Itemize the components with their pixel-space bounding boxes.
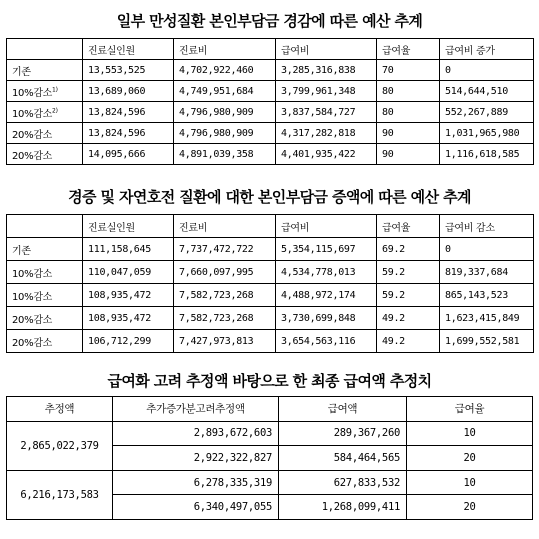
table-cell: 80: [377, 81, 440, 102]
table1-title: 일부 만성질환 본인부담금 경감에 따른 예산 추계: [116, 12, 423, 30]
table-row: [7, 330, 534, 353]
table-header-row: [7, 39, 534, 60]
table-cell: 5,354,115,697: [276, 238, 377, 261]
table-cell: 14,095,666: [83, 144, 174, 165]
row-label: 20%감소: [7, 330, 83, 353]
table-row: [7, 102, 534, 123]
table-cell: 1,116,618,585: [440, 144, 534, 165]
table-cell: 90: [377, 123, 440, 144]
table-cell: 20: [407, 446, 533, 471]
table-cell: 90: [377, 144, 440, 165]
header-cell: 급여율: [407, 397, 533, 422]
table3-title: 급여화 고려 추정액 바탕으로 한 최종 급여액 추정치: [107, 372, 432, 390]
row-label: 20%감소: [7, 144, 83, 165]
table-cell: 108,935,472: [83, 307, 174, 330]
header-cell: 급여비: [276, 215, 377, 238]
table-cell: 514,644,510: [440, 81, 534, 102]
table-cell: 20: [407, 495, 533, 520]
table-cell: 4,317,282,818: [276, 123, 377, 144]
table-cell: 59.2: [377, 284, 440, 307]
table-cell: 7,582,723,268: [174, 284, 276, 307]
header-cell: 급여율: [377, 39, 440, 60]
table-row: [7, 123, 534, 144]
table-cell: 4,401,935,422: [276, 144, 377, 165]
header-cell: 진료실인원: [83, 215, 174, 238]
header-cell: 급여비 증가: [440, 39, 534, 60]
table-cell: 0: [440, 60, 534, 81]
table-cell: 865,143,523: [440, 284, 534, 307]
header-cell: 급여율: [377, 215, 440, 238]
table-cell: 7,582,723,268: [174, 307, 276, 330]
table-cell: 1,623,415,849: [440, 307, 534, 330]
row-label: 기존: [7, 238, 83, 261]
header-cell: 진료비: [174, 39, 276, 60]
table-cell: 1,268,099,411: [279, 495, 407, 520]
estimate-cell: 2,865,022,379: [7, 421, 113, 470]
table-cell: 80: [377, 102, 440, 123]
table-row: [7, 144, 534, 165]
table-row: [7, 60, 534, 81]
row-label: 기존: [7, 60, 83, 81]
row-label: 20%감소: [7, 307, 83, 330]
table-cell: 10: [407, 421, 533, 446]
final-benefit-table: [6, 396, 533, 520]
table-cell: 2,893,672,603: [113, 421, 279, 446]
table-cell: 3,285,316,838: [276, 60, 377, 81]
table-cell: 584,464,565: [279, 446, 407, 471]
table-row: [7, 421, 533, 446]
table-cell: 627,833,532: [279, 470, 407, 495]
table-cell: 289,367,260: [279, 421, 407, 446]
table-cell: 819,337,684: [440, 261, 534, 284]
table-cell: 70: [377, 60, 440, 81]
table-cell: 4,702,922,460: [174, 60, 276, 81]
table-cell: 7,660,097,995: [174, 261, 276, 284]
table-cell: 1,699,552,581: [440, 330, 534, 353]
table-cell: 49.2: [377, 330, 440, 353]
table-cell: 6,278,335,319: [113, 470, 279, 495]
table-cell: 4,796,980,909: [174, 102, 276, 123]
header-cell: [7, 215, 83, 238]
table-cell: 69.2: [377, 238, 440, 261]
table-row: [7, 307, 534, 330]
table-row: [7, 284, 534, 307]
table-cell: 4,749,951,684: [174, 81, 276, 102]
header-cell: 급여액: [279, 397, 407, 422]
table-row: [7, 261, 534, 284]
table-row: [7, 238, 534, 261]
table-cell: 7,427,973,813: [174, 330, 276, 353]
table-cell: 3,837,584,727: [276, 102, 377, 123]
table-cell: 110,047,059: [83, 261, 174, 284]
table-cell: 59.2: [377, 261, 440, 284]
table-header-row: [7, 397, 533, 422]
table-cell: 108,935,472: [83, 284, 174, 307]
table-cell: 49.2: [377, 307, 440, 330]
table-header-row: [7, 215, 534, 238]
table-cell: 552,267,889: [440, 102, 534, 123]
table-cell: 3,654,563,116: [276, 330, 377, 353]
row-label: 10%감소$^{2)}$: [7, 102, 83, 123]
table-cell: 13,824,596: [83, 123, 174, 144]
table-cell: 3,799,961,348: [276, 81, 377, 102]
header-cell: 진료실인원: [83, 39, 174, 60]
header-cell: 추정액: [7, 397, 113, 422]
header-cell: 진료비: [174, 215, 276, 238]
table-cell: 7,737,472,722: [174, 238, 276, 261]
budget-table-mild: [6, 214, 534, 353]
table-cell: 10: [407, 470, 533, 495]
table-cell: 13,824,596: [83, 102, 174, 123]
header-cell: 급여비 감소: [440, 215, 534, 238]
table-cell: 2,922,322,827: [113, 446, 279, 471]
table-cell: 4,488,972,174: [276, 284, 377, 307]
row-label: 20%감소: [7, 123, 83, 144]
table-cell: 13,553,525: [83, 60, 174, 81]
table2-title: 경증 및 자연호전 질환에 대한 본인부담금 증액에 따른 예산 추계: [68, 188, 471, 206]
budget-table-chronic: [6, 38, 534, 165]
header-cell: [7, 39, 83, 60]
table-cell: 4,534,778,013: [276, 261, 377, 284]
row-label: 10%감소$^{1)}$: [7, 81, 83, 102]
table-cell: 6,340,497,055: [113, 495, 279, 520]
estimate-cell: 6,216,173,583: [7, 470, 113, 519]
table-cell: 0: [440, 238, 534, 261]
row-label: 10%감소: [7, 284, 83, 307]
table-row: [7, 81, 534, 102]
table-cell: 4,796,980,909: [174, 123, 276, 144]
header-cell: 급여비: [276, 39, 377, 60]
row-label: 10%감소: [7, 261, 83, 284]
table-cell: 13,689,060: [83, 81, 174, 102]
table-cell: 1,031,965,980: [440, 123, 534, 144]
table-cell: 106,712,299: [83, 330, 174, 353]
table-row: [7, 470, 533, 495]
header-cell: 추가증가분고려추정액: [113, 397, 279, 422]
table-cell: 4,891,039,358: [174, 144, 276, 165]
table-cell: 111,158,645: [83, 238, 174, 261]
table-cell: 3,730,699,848: [276, 307, 377, 330]
